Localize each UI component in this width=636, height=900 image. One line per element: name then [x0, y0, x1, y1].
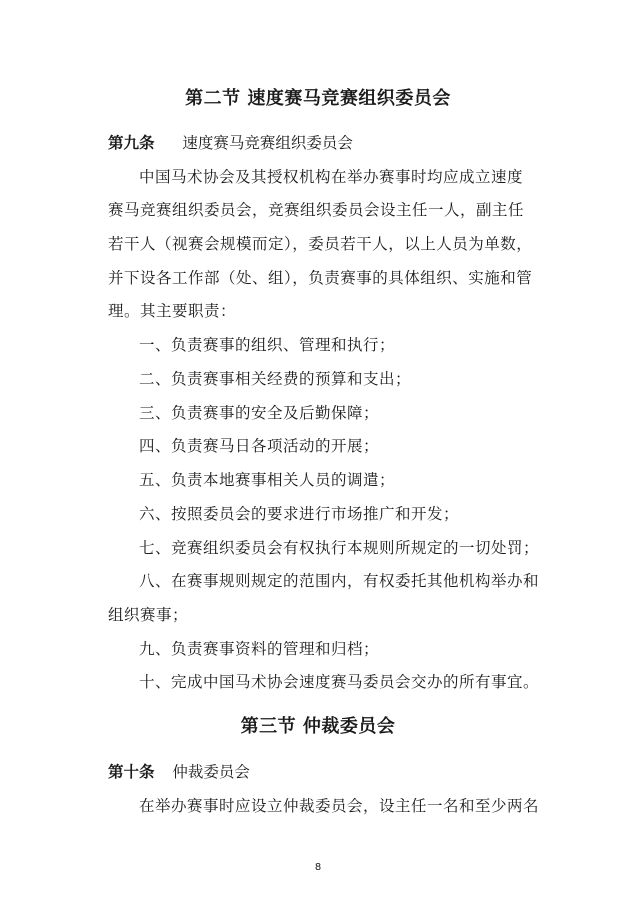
- duty-item: 三、负责赛事的安全及后勤保障；: [139, 404, 380, 422]
- article-9-label: 第九条: [108, 134, 155, 152]
- article-9-paragraph-line: 中国马术协会及其授权机构在举办赛事时均应成立速度: [139, 168, 524, 186]
- article-9-paragraph-line: 并下设各工作部（处、组），负责赛事的具体组织、实施和管: [108, 269, 533, 287]
- article-9-paragraph-line: 若干人（视赛会规模而定），委员若干人，以上人员为单数，: [108, 235, 533, 253]
- duty-item: 一、负责赛事的组织、管理和执行；: [139, 336, 396, 354]
- duty-item: 十、完成中国马术协会速度赛马委员会交办的所有事宜。: [139, 673, 540, 691]
- duty-item: 九、负责赛事资料的管理和归档；: [139, 640, 380, 658]
- article-9-paragraph-line: 理。其主要职责：: [108, 302, 237, 320]
- section-heading-3: 第三节 仲裁委员会: [240, 716, 396, 737]
- duty-item-continuation: 组织赛事；: [108, 606, 189, 624]
- duty-item: 八、在赛事规则规定的范围内，有权委托其他机构举办和: [139, 572, 540, 590]
- article-10-label: 第十条: [108, 763, 155, 781]
- article-10-title: [108, 760, 250, 782]
- duty-item: 五、负责本地赛事相关人员的调遣；: [139, 471, 396, 489]
- duty-item: 七、竞赛组织委员会有权执行本规则所规定的一切处罚；: [139, 539, 540, 557]
- article-9-paragraph-line: 赛马竞赛组织委员会，竞赛组织委员会设主任一人，副主任: [108, 201, 525, 219]
- duty-item: 四、负责赛马日各项活动的开展；: [139, 437, 380, 455]
- article-9-heading: 速度赛马竞赛组织委员会: [182, 134, 353, 152]
- duty-item: 六、按照委员会的要求进行市场推广和开发；: [139, 505, 460, 523]
- page-number: 8: [314, 862, 322, 873]
- article-10-heading: 仲裁委员会: [172, 763, 250, 781]
- section-heading-2: 第二节 速度赛马竞赛组织委员会: [185, 88, 451, 109]
- article-9-title: [108, 131, 353, 153]
- duty-item: 二、负责赛事相关经费的预算和支出；: [139, 370, 412, 388]
- article-10-paragraph-line: 在举办赛事时应设立仲裁委员会，设主任一名和至少两名: [139, 797, 540, 815]
